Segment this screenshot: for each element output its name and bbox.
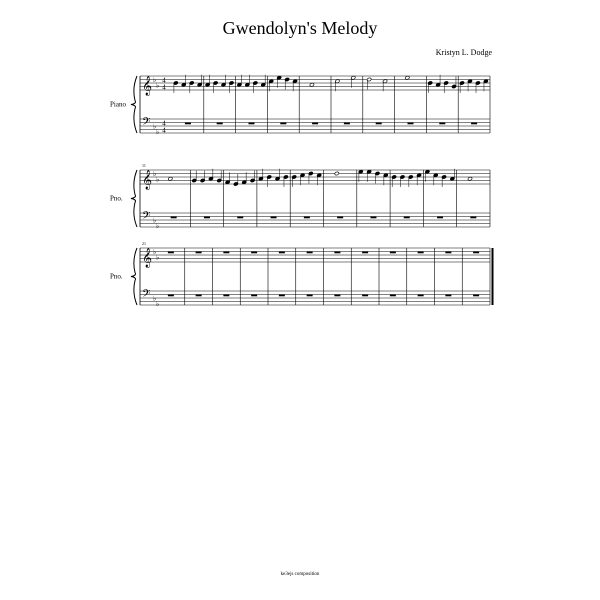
whole-rest bbox=[418, 295, 424, 297]
whole-rest bbox=[251, 252, 257, 254]
time-signature-bottom: 4 bbox=[162, 126, 166, 135]
key-signature-flat: ♭ bbox=[156, 299, 160, 308]
key-signature-flat: ♭ bbox=[153, 122, 157, 131]
instrument-label: Piano bbox=[110, 100, 126, 109]
key-signature-flat: ♭ bbox=[156, 221, 160, 230]
note-head bbox=[468, 177, 473, 181]
whole-rest bbox=[249, 123, 255, 125]
whole-rest bbox=[437, 217, 443, 219]
whole-rest bbox=[344, 123, 350, 125]
key-signature-flat: ♭ bbox=[153, 170, 157, 178]
whole-rest bbox=[337, 217, 343, 219]
key-signature-flat: ♭ bbox=[153, 248, 157, 256]
key-signature-flat: ♭ bbox=[156, 127, 160, 136]
whole-rest bbox=[439, 123, 445, 125]
whole-rest bbox=[307, 295, 313, 297]
whole-rest bbox=[473, 252, 479, 254]
note-head bbox=[309, 83, 314, 87]
whole-rest bbox=[217, 123, 223, 125]
brace bbox=[131, 170, 137, 227]
whole-rest bbox=[271, 217, 277, 219]
whole-rest bbox=[445, 252, 451, 254]
whole-rest bbox=[304, 217, 310, 219]
whole-rest bbox=[223, 252, 229, 254]
treble-clef-icon: 𝄞 bbox=[142, 76, 153, 95]
measure-number: 21 bbox=[142, 241, 146, 246]
key-signature-flat: ♭ bbox=[153, 294, 157, 303]
whole-rest bbox=[185, 123, 191, 125]
whole-rest bbox=[473, 295, 479, 297]
note-head bbox=[168, 177, 173, 181]
system-1 bbox=[110, 75, 490, 136]
composer-name: Kristyn L. Dodge bbox=[435, 48, 492, 57]
whole-rest bbox=[204, 217, 210, 219]
whole-rest bbox=[280, 123, 286, 125]
whole-rest bbox=[370, 217, 376, 219]
whole-rest bbox=[196, 295, 202, 297]
whole-rest bbox=[171, 217, 177, 219]
whole-rest bbox=[362, 295, 368, 297]
whole-rest bbox=[470, 217, 476, 219]
note-head bbox=[334, 171, 339, 175]
whole-rest bbox=[168, 252, 174, 254]
brace bbox=[131, 248, 137, 305]
key-signature-flat: ♭ bbox=[156, 175, 160, 184]
whole-rest bbox=[445, 295, 451, 297]
key-signature-flat: ♭ bbox=[156, 81, 160, 90]
whole-rest bbox=[390, 252, 396, 254]
treble-clef-icon: 𝄞 bbox=[142, 248, 153, 267]
whole-rest bbox=[408, 123, 414, 125]
whole-rest bbox=[471, 123, 477, 125]
whole-rest bbox=[279, 295, 285, 297]
whole-rest bbox=[168, 295, 174, 297]
whole-rest bbox=[390, 295, 396, 297]
footer-credit: ke3ejs composition bbox=[280, 572, 320, 577]
whole-rest bbox=[334, 252, 340, 254]
system-3 bbox=[110, 241, 493, 308]
time-signature-bottom: 4 bbox=[162, 83, 166, 92]
whole-rest bbox=[404, 217, 410, 219]
whole-rest bbox=[251, 295, 257, 297]
score-title: Gwendolyn's Melody bbox=[222, 18, 378, 38]
bass-clef-icon: 𝄢 bbox=[142, 287, 151, 302]
note-head bbox=[405, 76, 410, 80]
system-2 bbox=[110, 163, 490, 230]
key-signature-flat: ♭ bbox=[153, 216, 157, 225]
bass-clef-icon: 𝄢 bbox=[142, 115, 151, 130]
whole-rest bbox=[376, 123, 382, 125]
key-signature-flat: ♭ bbox=[156, 253, 160, 262]
whole-rest bbox=[307, 252, 313, 254]
instrument-label: Pno. bbox=[110, 272, 123, 281]
whole-rest bbox=[362, 252, 368, 254]
time-signature-top: 4 bbox=[162, 76, 166, 85]
whole-rest bbox=[196, 252, 202, 254]
whole-rest bbox=[279, 252, 285, 254]
instrument-label: Pno. bbox=[110, 194, 123, 203]
whole-rest bbox=[312, 123, 318, 125]
whole-rest bbox=[237, 217, 243, 219]
measure-number: 11 bbox=[142, 163, 146, 168]
whole-rest bbox=[418, 252, 424, 254]
bass-clef-icon: 𝄢 bbox=[142, 209, 151, 224]
treble-clef-icon: 𝄞 bbox=[142, 170, 153, 189]
whole-rest bbox=[334, 295, 340, 297]
time-signature-top: 4 bbox=[162, 119, 166, 128]
key-signature-flat: ♭ bbox=[153, 76, 157, 84]
whole-rest bbox=[223, 295, 229, 297]
brace bbox=[131, 76, 137, 133]
